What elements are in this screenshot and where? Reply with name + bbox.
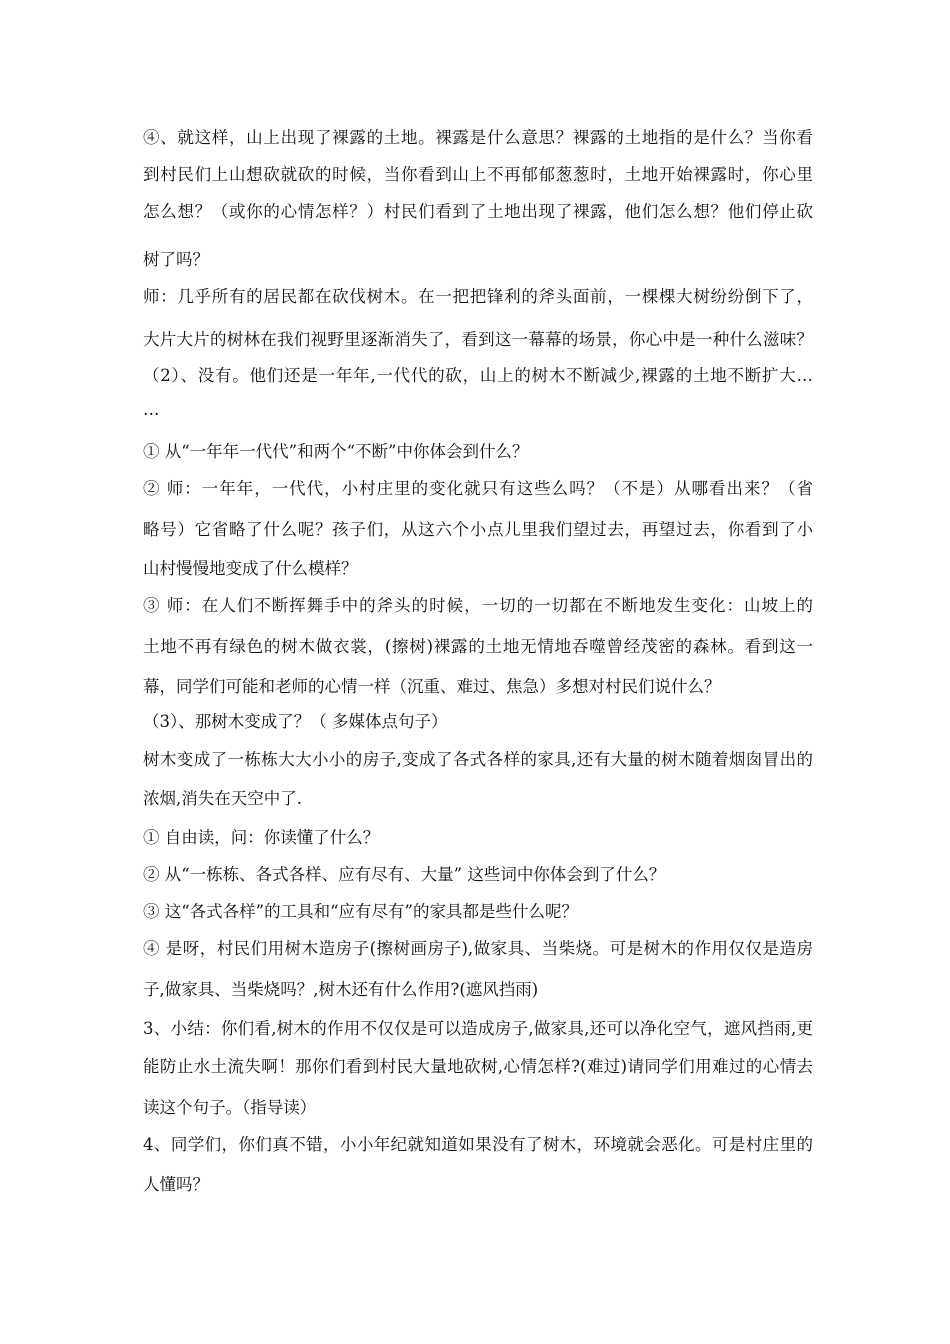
- text-line: 怎么想？（或你的心情怎样？）村民们看到了土地出现了裸露，他们怎么想？他们停止砍: [143, 202, 813, 221]
- text-line: 浓烟,消失在天空中了.: [143, 789, 302, 808]
- text-line: 读这个句子。（指导读）: [143, 1098, 317, 1117]
- text-line: ④ 是呀，村民们用树木造房子(擦树画房子),做家具、当柴烧。可是树木的作用仅仅是造房: [143, 939, 813, 958]
- text-line: 到村民们上山想砍就砍的时候，当你看到山上不再郁郁葱葱时，土地开始裸露时，你心里: [143, 165, 813, 184]
- text-line: 幕，同学们可能和老师的心情一样（沉重、难过、焦急）多想对村民们说什么？: [143, 677, 721, 696]
- text-line: 3、小结：你们看,树木的作用不仅仅是可以造成房子,做家具,还可以净化空气，遮风挡雨,更: [143, 1019, 813, 1038]
- text-line: 山村慢慢地变成了什么模样？: [143, 559, 358, 578]
- text-line: ② 从“一栋栋、各式各样、应有尽有、大量” 这些词中你体会到了什么？: [143, 865, 666, 884]
- text-line: ③ 这“各式各样”的工具和“应有尽有”的家具都是些什么呢？: [143, 902, 578, 921]
- text-line: 树木变成了一栋栋大大小小的房子,变成了各式各样的家具,还有大量的树木随着烟囱冒出的: [143, 750, 813, 769]
- text-line: 大片大片的树林在我们视野里逐渐消失了，看到这一幕幕的场景，你心中是一种什么滋味？: [143, 330, 813, 349]
- text-line: 略号）它省略了什么呢？孩子们，从这六个小点儿里我们望过去，再望过去，你看到了小: [143, 520, 813, 539]
- text-line: 能防止水土流失啊！那你们看到村民大量地砍树,心情怎样?(难过)请同学们用难过的心情去: [143, 1057, 813, 1076]
- text-line: 师：几乎所有的居民都在砍伐树木。在一把把锋利的斧头面前，一棵棵大树纷纷倒下了，: [143, 287, 813, 306]
- text-line: 人懂吗？: [143, 1175, 209, 1194]
- text-line: 4、同学们，你们真不错，小小年纪就知道如果没有了树木，环境就会恶化。可是村庄里的: [143, 1135, 813, 1154]
- text-line: ④、就这样，山上出现了裸露的土地。裸露是什么意思？裸露的土地指的是什么？当你看: [143, 128, 813, 147]
- text-line: 土地不再有绿色的树木做衣裳，(擦树)裸露的土地无情地吞噬曾经茂密的森林。看到这一: [143, 637, 813, 656]
- text-line: 子,做家具、当柴烧吗？,树木还有什么作用?(遮风挡雨): [143, 980, 539, 999]
- text-line: …: [143, 400, 160, 419]
- text-line: （3）、那树木变成了？（ 多媒体点句子）: [143, 712, 448, 731]
- text-line: （2）、没有。他们还是一年年,一代代的砍，山上的树木不断减少,裸露的土地不断扩大…: [143, 366, 813, 385]
- text-line: 树了吗？: [143, 250, 209, 269]
- text-line: ③ 师：在人们不断挥舞手中的斧头的时候，一切的一切都在不断地发生变化：山坡上的: [143, 596, 813, 615]
- text-line: ① 从“一年年一代代”和两个“不断”中你体会到什么？: [143, 442, 529, 461]
- text-line: ② 师：一年年，一代代，小村庄里的变化就只有这些么吗？（不是）从哪看出来？（省: [143, 479, 813, 498]
- text-line: ① 自由读，问：你读懂了什么？: [143, 828, 380, 847]
